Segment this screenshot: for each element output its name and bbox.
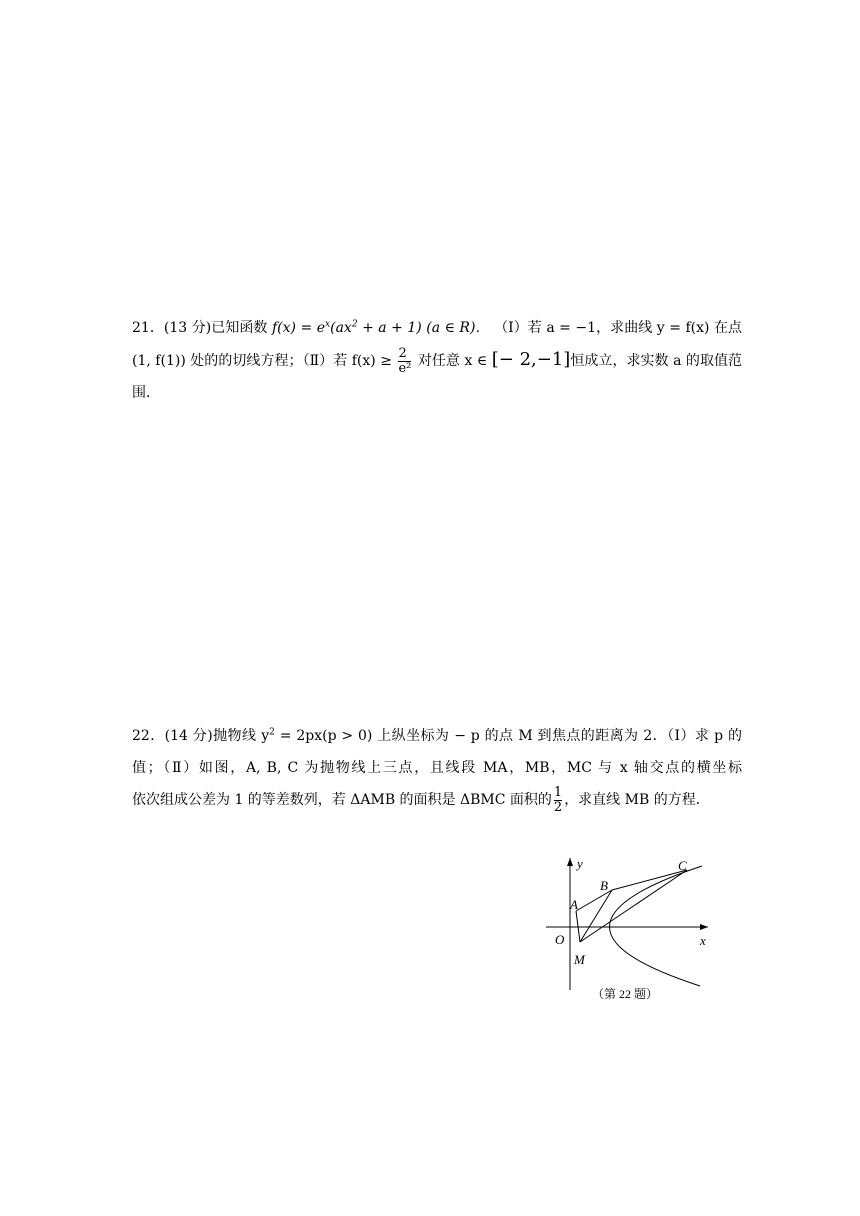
interval: [− 2,−1] [491, 349, 571, 370]
line-2: 值；（Ⅱ）如图，A, B, C 为抛物线上三点，且线段 MA，MB，MC 与 x 轴交点的横坐标 [132, 760, 742, 776]
label-a: A [570, 897, 578, 912]
fraction-1-over-2: $\frac{1}{2}$ [553, 784, 563, 815]
problem-score: (14 分) [164, 728, 213, 744]
segment-mb [580, 890, 612, 942]
stem-lead: 已知函数 [211, 320, 268, 336]
problem-21-line-1 [132, 312, 742, 344]
problem-22-line-2 [132, 752, 742, 784]
x-axis-arrow-icon [700, 924, 708, 930]
parabola-figure [540, 852, 720, 1002]
problem-22 [132, 720, 742, 816]
problem-number: 21． [132, 320, 164, 336]
label-c: C [678, 858, 687, 873]
fraction-2-over-e2: $\frac{2}{\text{e²}}$ [398, 345, 412, 376]
label-m: M [574, 952, 585, 967]
figure-caption: （第 22 题） [592, 987, 659, 1001]
line-1-a: 抛物线 y [212, 728, 270, 744]
problem-22-line-3 [132, 784, 742, 816]
problem-21-line-3 [132, 377, 742, 409]
part-1-text: 若 a = −1，求曲线 y = f(x) 在点 [527, 320, 743, 336]
part-2-lead: 若 f(x) ≥ [333, 353, 392, 369]
segment-ab [576, 890, 612, 911]
line-3-b: ，求直线 MB 的方程． [564, 792, 710, 808]
part-1-label: （Ⅰ） [494, 320, 528, 336]
y-axis-arrow-icon [567, 858, 573, 866]
part-2-tail: 恒成立，求实数 a 的取值范 [570, 353, 743, 369]
label-x: x [700, 933, 706, 948]
point-text: (1, f(1)) 处的的切线方程； [132, 353, 303, 369]
segment-mc [580, 870, 687, 942]
line-1-b: = 2px(p > 0) 上纵坐标为 − p 的点 M 到焦点的距离为 2．（Ⅰ）求 p 的 [274, 728, 742, 744]
problem-number: 22． [132, 728, 165, 744]
exponent-2: 2 [269, 727, 275, 738]
problem-21 [132, 312, 742, 409]
part-2-label: （Ⅱ） [302, 353, 334, 369]
part-2-end: 围． [132, 385, 160, 401]
line-3-a: 依次组成公差为 1 的等差数列，若 ΔAMB 的面积是 ΔBMC 面积的 [132, 792, 552, 808]
function-definition: $f(x) = e^x(ax^2 + a + 1)$ (a ∈ R)． [272, 319, 490, 336]
part-2-mid: 对任意 x ∈ [417, 353, 488, 369]
problem-score: (13 分) [163, 320, 212, 336]
problem-22-line-1 [132, 720, 742, 752]
parabola-curve [609, 866, 702, 986]
label-o: O [555, 932, 565, 947]
problem-21-line-2 [132, 344, 742, 377]
label-y: y [577, 856, 583, 871]
label-b: B [600, 878, 608, 893]
